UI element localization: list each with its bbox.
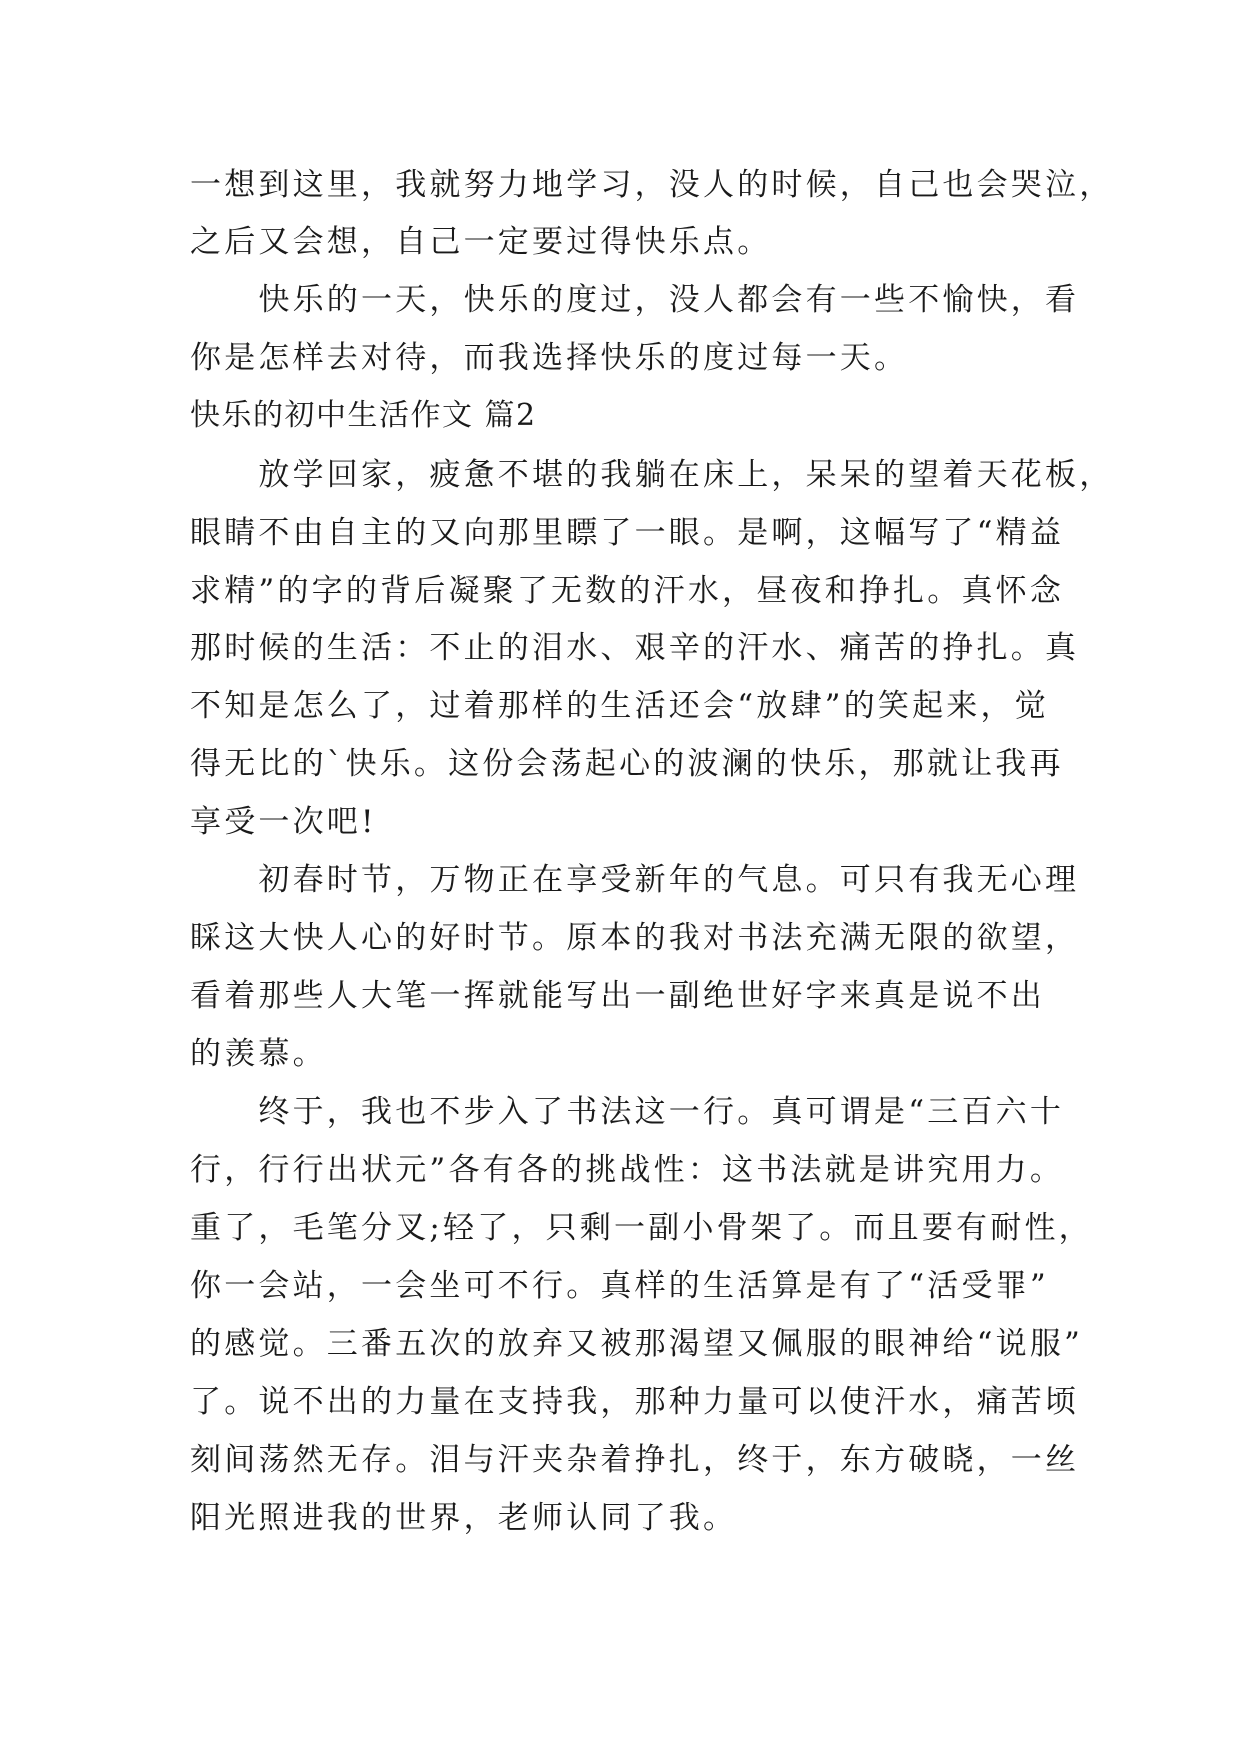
text-line: 快乐的一天，快乐的度过，没人都会有一些不愉快，看 [190,282,1080,318]
text-line: 重了，毛笔分叉;轻了，只剩一副小骨架了。而且要有耐性， [190,1210,1093,1246]
text-line: 看着那些人大笔一挥就能写出一副绝世好字来真是说不出 [190,978,1045,1014]
section-heading: 快乐的初中生活作文 篇2 [190,398,537,433]
text-line: 刻间荡然无存。泪与汗夹杂着挣扎，终于，东方破晓，一丝 [190,1442,1080,1478]
text-line: 求精”的字的背后凝聚了无数的汗水，昼夜和挣扎。真怀念 [190,573,1065,609]
text-line: 一想到这里，我就努力地学习，没人的时候，自己也会哭泣， [190,167,1114,203]
text-line: 的感觉。三番五次的放弃又被那渴望又佩服的眼神给“说服” [190,1326,1084,1362]
text-line: 终于，我也不步入了书法这一行。真可谓是“三百六十 [190,1094,1065,1130]
text-line: 的羡慕。 [190,1036,327,1072]
text-line: 放学回家，疲惫不堪的我躺在床上，呆呆的望着天花板， [190,457,1114,493]
text-line: 之后又会想，自己一定要过得快乐点。 [190,224,772,260]
text-line: 你一会站，一会坐可不行。真样的生活算是有了“活受罪” [190,1268,1049,1304]
text-line: 行，行行出状元”各有各的挑战性：这书法就是讲究用力。 [190,1152,1065,1188]
text-line: 初春时节，万物正在享受新年的气息。可只有我无心理 [190,862,1080,898]
text-line: 阳光照进我的世界，老师认同了我。 [190,1500,738,1536]
text-line: 得无比的`快乐。这份会荡起心的波澜的快乐，那就让我再 [190,746,1064,782]
text-line: 享受一次吧! [190,804,377,840]
text-line: 了。说不出的力量在支持我，那种力量可以使汗水，痛苦顷 [190,1384,1080,1420]
text-line: 眼睛不由自主的又向那里瞟了一眼。是啊，这幅写了“精益 [190,515,1065,551]
text-line: 不知是怎么了，过着那样的生活还会“放肆”的笑起来，觉 [190,688,1049,724]
text-line: 睬这大快人心的好时节。原本的我对书法充满无限的欲望， [190,920,1080,956]
text-line: 你是怎样去对待，而我选择快乐的度过每一天。 [190,340,909,376]
text-line: 那时候的生活：不止的泪水、艰辛的汗水、痛苦的挣扎。真 [190,630,1080,666]
